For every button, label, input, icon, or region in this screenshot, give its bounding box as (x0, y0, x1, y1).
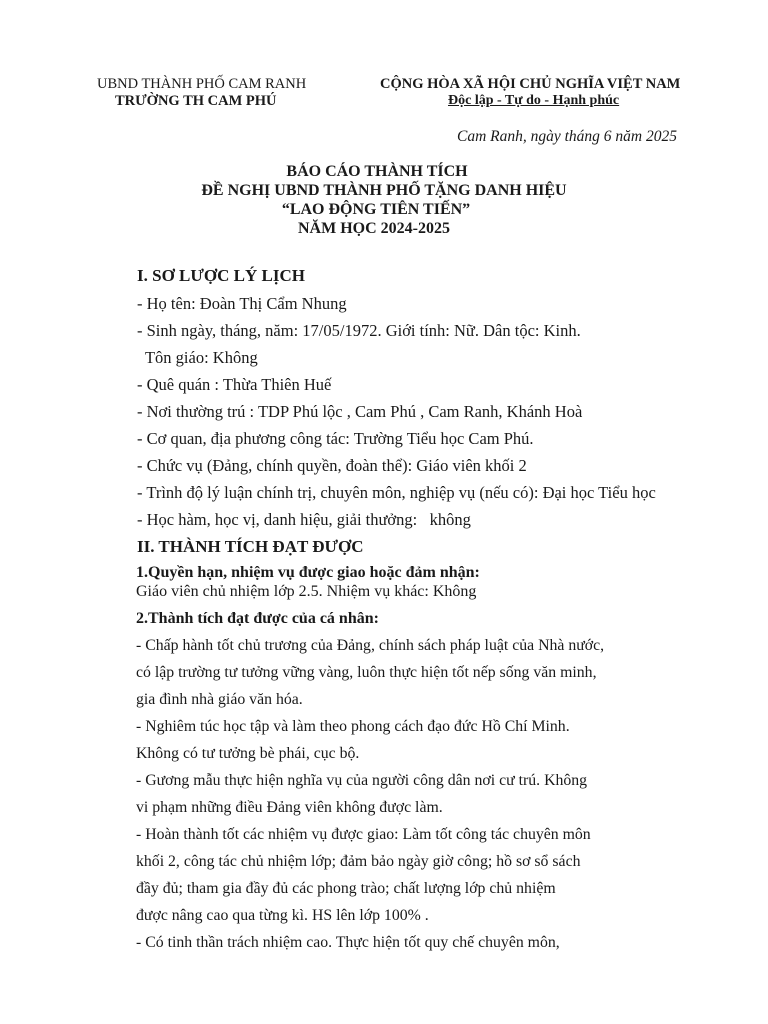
bio-line: - Trình độ lý luận chính trị, chuyên môn, nghiệp vụ (nếu có): Đại học Tiểu học (137, 483, 656, 502)
school-name: TRƯỜNG TH CAM PHÚ (115, 93, 277, 109)
section-1-heading: I. SƠ LƯỢC LÝ LỊCH (137, 266, 305, 285)
achievement-line: - Chấp hành tốt chủ trương của Đảng, chính sách pháp luật của Nhà nước, (136, 637, 605, 654)
national-title: CỘNG HÒA XÃ HỘI CHỦ NGHĨA VIỆT NAM (380, 76, 681, 92)
duty-text: Giáo viên chủ nhiệm lớp 2.5. Nhiệm vụ khác: Không (136, 583, 477, 600)
bio-line: - Họ tên: Đoàn Thị Cẩm Nhung (137, 294, 347, 313)
achievement-line: được nâng cao qua từng kì. HS lên lớp 100% . (136, 907, 429, 924)
achievement-line: vi phạm những điều Đảng viên không được làm. (136, 799, 443, 816)
section-2-heading: II. THÀNH TÍCH ĐẠT ĐƯỢC (137, 537, 364, 556)
national-motto: Độc lập - Tự do - Hạnh phúc (448, 93, 620, 108)
subsection-1-heading: 1.Quyền hạn, nhiệm vụ được giao hoặc đảm nhận: (136, 564, 480, 581)
bio-line: - Sinh ngày, tháng, năm: 17/05/1972. Giới tính: Nữ. Dân tộc: Kinh. (137, 321, 581, 340)
school-year: NĂM HỌC 2024-2025 (298, 220, 450, 237)
bio-line: - Quê quán : Thừa Thiên Huế (137, 375, 332, 394)
report-subtitle: ĐỀ NGHỊ UBND THÀNH PHỐ TẶNG DANH HIỆU (201, 182, 567, 199)
bio-line: - Chức vụ (Đảng, chính quyền, đoàn thể): Giáo viên khối 2 (137, 456, 527, 475)
achievement-line: - Có tinh thần trách nhiệm cao. Thực hiện tốt quy chế chuyên môn, (136, 934, 560, 951)
agency-name: UBND THÀNH PHỐ CAM RANH (97, 76, 307, 92)
subsection-2-heading: 2.Thành tích đạt được của cá nhân: (136, 610, 379, 627)
achievement-line: có lập trường tư tưởng vững vàng, luôn thực hiện tốt nếp sống văn minh, (136, 664, 597, 681)
achievement-line: Không có tư tưởng bè phái, cục bộ. (136, 745, 360, 762)
bio-line: Tôn giáo: Không (137, 348, 258, 367)
award-name: “LAO ĐỘNG TIÊN TIẾN” (281, 201, 471, 218)
achievement-line: - Nghiêm túc học tập và làm theo phong cách đạo đức Hồ Chí Minh. (136, 718, 570, 735)
report-title: BÁO CÁO THÀNH TÍCH (286, 163, 468, 180)
achievement-line: khối 2, công tác chủ nhiệm lớp; đảm bảo ngày giờ công; hồ sơ sổ sách (136, 853, 581, 870)
date-line: Cam Ranh, ngày tháng 6 năm 2025 (457, 128, 678, 145)
achievement-line: đầy đủ; tham gia đầy đủ các phong trào; chất lượng lớp chủ nhiệm (136, 880, 556, 897)
bio-line: - Cơ quan, địa phương công tác: Trường Tiểu học Cam Phú. (137, 429, 534, 448)
bio-line: - Học hàm, học vị, danh hiệu, giải thưởng: không (137, 510, 471, 529)
bio-line: - Nơi thường trú : TDP Phú lộc , Cam Phú , Cam Ranh, Khánh Hoà (137, 402, 583, 421)
achievement-line: - Hoàn thành tốt các nhiệm vụ được giao: Làm tốt công tác chuyên môn (136, 826, 591, 843)
achievement-line: gia đình nhà giáo văn hóa. (136, 691, 303, 708)
achievement-line: - Gương mẫu thực hiện nghĩa vụ của người công dân nơi cư trú. Không (136, 772, 588, 789)
